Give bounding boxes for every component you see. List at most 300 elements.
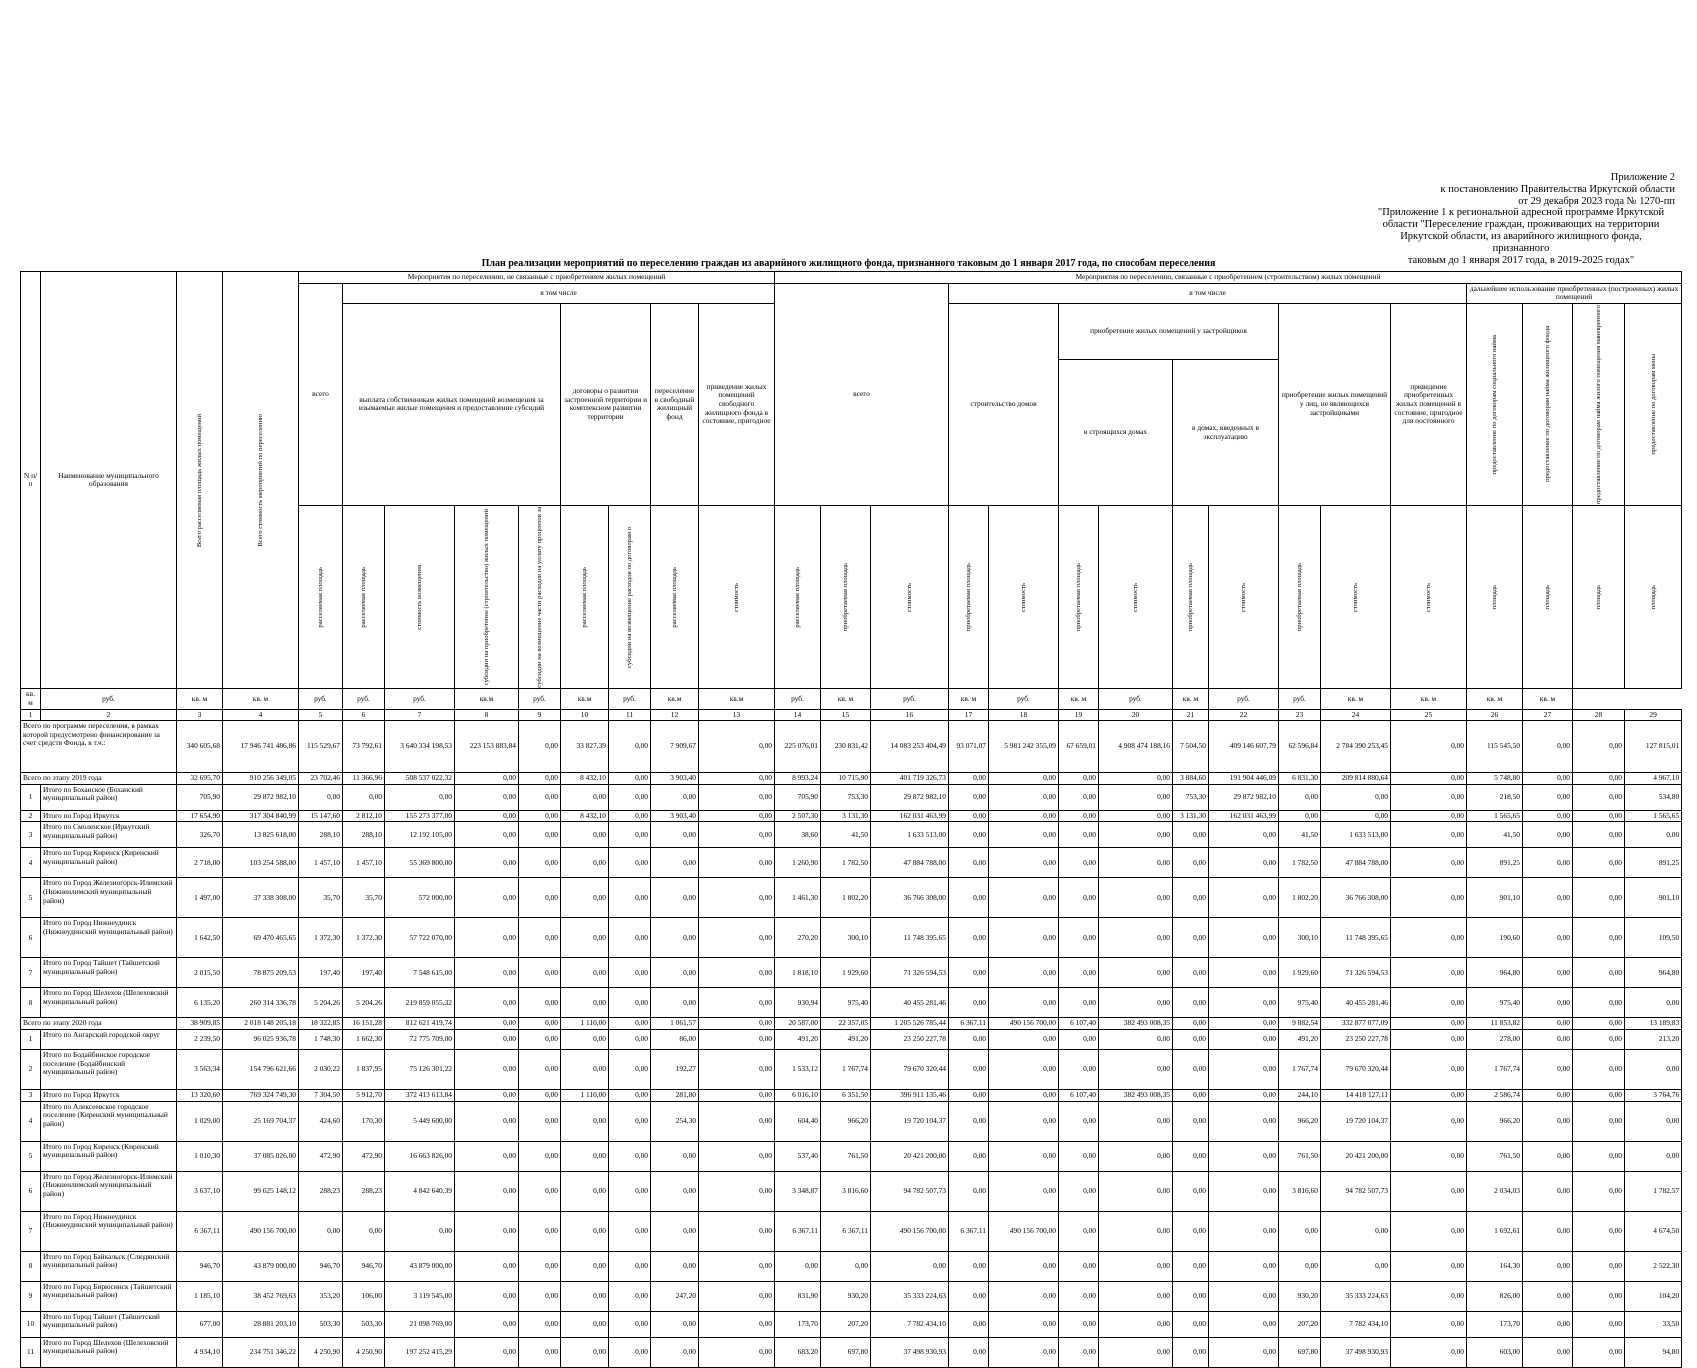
under-construction-header: в строящихся домах [1059,360,1173,505]
unit-cell: руб. [1279,689,1321,709]
subheader-label: стоимость [1132,582,1139,612]
value-cell: 946,70 [177,1251,223,1281]
value-cell: 19 720 104,37 [1321,1101,1391,1141]
value-cell: 1 110,00 [561,1090,609,1102]
table-row [21,848,1682,878]
value-cell: 0,00 [1099,1251,1173,1281]
value-cell: 1 497,00 [177,878,223,918]
group-acquisition-header: Мероприятия по переселению, связанные с приобретением (строительством) жилых помещений [775,272,1682,284]
value-cell: 0,00 [1523,721,1573,773]
unit-cell: кв. м [1391,689,1467,709]
vsego-acq-header: всего [775,283,949,505]
value-cell: 1 260,90 [775,848,821,878]
value-cell: 0,00 [609,918,651,958]
value-cell: 0,00 [1523,1090,1573,1102]
column-number: 21 [1173,709,1209,721]
value-cell: 75 126 301,22 [385,1050,455,1090]
value-cell: 0,00 [561,1101,609,1141]
unit-cell: кв. м [1321,689,1391,709]
value-cell: 0,00 [949,1141,989,1171]
value-cell: 11 748 395,65 [871,918,949,958]
value-cell: 490 156 700,00 [989,1018,1059,1030]
value-cell: 6 831,30 [1279,773,1321,785]
value-cell: 2 030,22 [299,1050,343,1090]
column-number: 7 [385,709,455,721]
row-number: 1 [21,784,41,810]
value-cell: 508 537 022,32 [385,773,455,785]
value-cell: 0,00 [455,1251,519,1281]
value-cell: 197,40 [299,958,343,988]
value-cell: 975,40 [1467,988,1523,1018]
value-cell: 103 254 588,00 [223,848,299,878]
row-name: Итого по Город Шелехов (Шелеховский муниципальный район) [41,988,177,1018]
row-name: Всего по этапу 2020 года [21,1018,177,1030]
value-cell: 0,00 [519,1211,561,1251]
row-name: Итого по Город Байкальск (Слюдянский муниципальный район) [41,1251,177,1281]
value-cell: 930,20 [821,1281,871,1311]
value-cell: 0,00 [1209,1337,1279,1367]
value-cell: 0,00 [519,1171,561,1211]
value-cell: 0,00 [949,810,989,822]
value-cell: 966,20 [1467,1101,1523,1141]
value-cell: 43 879 000,00 [385,1251,455,1281]
value-cell: 0,00 [1173,988,1209,1018]
value-cell: 109,50 [1625,918,1682,958]
subheader-c22 [1209,505,1279,689]
value-cell: 71 326 594,53 [871,958,949,988]
value-cell: 5 449 600,00 [385,1101,455,1141]
subheader-label: стоимость возмещения [416,564,423,630]
value-cell: 0,00 [609,773,651,785]
value-cell: 0,00 [651,1141,699,1171]
value-cell: 1 185,10 [177,1281,223,1311]
value-cell: 7 304,50 [299,1090,343,1102]
value-cell: 0,00 [989,848,1059,878]
resettle-free-header: переселение в свободный жилищный фонд [651,303,699,505]
row-number: 4 [21,848,41,878]
value-cell: 270,20 [775,918,821,958]
value-cell: 0,00 [699,1141,775,1171]
bring-acquired-header: приведение приобретенных жилых помещений в состояние, пригодное для постоянного [1391,303,1467,505]
value-cell: 0,00 [561,1337,609,1367]
value-cell: 213,20 [1625,1030,1682,1050]
unit-cell: кв.м [561,689,609,709]
value-cell: 537,40 [775,1141,821,1171]
value-cell: 106,00 [343,1281,385,1311]
value-cell: 572 000,00 [385,878,455,918]
value-cell: 0,00 [455,1101,519,1141]
value-cell: 603,00 [1467,1337,1523,1367]
value-cell: 57 722 070,00 [385,918,455,958]
value-cell: 0,00 [1523,918,1573,958]
value-cell: 38 452 769,63 [223,1281,299,1311]
subheader-label: расселяемая площадь [794,566,801,628]
value-cell: 23 250 227,78 [1321,1030,1391,1050]
row-number: 3 [21,822,41,848]
value-cell: 0,00 [949,1171,989,1211]
value-cell: 0,00 [455,1141,519,1171]
column-number: 26 [1467,709,1523,721]
value-cell: 234 751 346,22 [223,1337,299,1367]
column-number: 1 [21,709,41,721]
value-cell: 278,00 [1467,1030,1523,1050]
value-cell: 491,20 [775,1030,821,1050]
value-cell: 0,00 [455,848,519,878]
value-cell: 197,40 [343,958,385,988]
unit-cell: кв. м [1523,689,1573,709]
value-cell: 1 061,57 [651,1018,699,1030]
value-cell: 41,50 [1279,822,1321,848]
value-cell: 15 147,60 [299,810,343,822]
value-cell: 761,50 [1467,1141,1523,1171]
value-cell: 1 205 526 785,44 [871,1018,949,1030]
value-cell: 1 110,00 [561,1018,609,1030]
value-cell: 0,00 [1209,1311,1279,1337]
row-name: Итого по Город Нижнеудинск (Нижнеудинский муниципальный район) [41,1211,177,1251]
value-cell: 0,00 [989,773,1059,785]
value-cell: 3 640 334 198,53 [385,721,455,773]
value-cell: 3 816,60 [1279,1171,1321,1211]
value-cell: 0,00 [1573,1337,1625,1367]
value-cell: 0,00 [1099,773,1173,785]
column-number: 22 [1209,709,1279,721]
row-number: 6 [21,918,41,958]
value-cell: 29 872 982,10 [871,784,949,810]
value-cell: 0,00 [1321,1211,1391,1251]
column-number: 24 [1321,709,1391,721]
value-cell: 0,00 [1391,810,1467,822]
value-cell: 0,00 [455,773,519,785]
value-cell: 8 432,10 [561,810,609,822]
value-cell: 6 367,11 [821,1211,871,1251]
row-number: 2 [21,810,41,822]
row-name: Итого по Город Железногорск-Илимский (Нижнеилимский муниципальный район) [41,878,177,918]
value-cell: 0,00 [519,988,561,1018]
value-cell: 534,80 [1625,784,1682,810]
value-cell: 424,60 [299,1101,343,1141]
value-cell: 0,00 [385,784,455,810]
value-cell: 0,00 [989,1101,1059,1141]
value-cell: 32 695,70 [177,773,223,785]
subheader-label: приобретаемая площадь [965,562,972,632]
value-cell: 0,00 [699,810,775,822]
value-cell: 2 718,00 [177,848,223,878]
value-cell: 36 766 308,00 [871,878,949,918]
value-cell: 0,00 [1523,988,1573,1018]
value-cell: 0,00 [949,1090,989,1102]
table-row [21,958,1682,988]
value-cell: 891,25 [1467,848,1523,878]
value-cell: 6 351,50 [821,1090,871,1102]
value-cell: 3 884,60 [1173,773,1209,785]
value-cell: 705,90 [775,784,821,810]
value-cell: 409 146 607,79 [1209,721,1279,773]
value-cell: 218,50 [1467,784,1523,810]
value-cell: 207,20 [1279,1311,1321,1337]
value-cell: 396 911 135,46 [871,1090,949,1102]
value-cell: 0,00 [455,1171,519,1211]
value-cell: 0,00 [989,1251,1059,1281]
value-cell: 21 098 769,00 [385,1311,455,1337]
value-cell: 223 153 883,84 [455,721,519,773]
column-number: 17 [949,709,989,721]
value-cell: 0,00 [1099,810,1173,822]
value-cell: 1 802,20 [821,878,871,918]
value-cell: 0,00 [1523,822,1573,848]
value-cell: 13 320,60 [177,1090,223,1102]
subheader-label: субсидии на возмещение части расходов на уплату процентов за [536,506,543,688]
value-cell: 4 250,90 [343,1337,385,1367]
value-cell: 382 493 008,35 [1099,1090,1173,1102]
value-cell: 0,00 [519,1090,561,1102]
value-cell: 0,00 [609,1090,651,1102]
subheader-c15 [821,505,871,689]
group-nonacquisition-header: Мероприятия по переселению, не связанные с приобретением жилых помещений [299,272,775,284]
row-number: 5 [21,1141,41,1171]
column-number: 9 [519,709,561,721]
value-cell: 697,80 [1279,1337,1321,1367]
value-cell: 11 366,96 [343,773,385,785]
value-cell: 0,00 [1321,1251,1391,1281]
value-cell: 190,60 [1467,918,1523,958]
subheader-label: приобретаемая площадь [1187,562,1194,632]
further-use-header: дальнейшее использование приобретенных (построенных) жилых помещений [1467,283,1682,303]
value-cell: 0,00 [949,822,989,848]
value-cell: 0,00 [561,988,609,1018]
value-cell: 12 192 105,00 [385,822,455,848]
value-cell: 197 252 415,29 [385,1337,455,1367]
row-number: 2 [21,1050,41,1090]
subheader-label: стоимость [1352,582,1359,612]
value-cell: 0,00 [949,988,989,1018]
value-cell: 0,00 [651,822,699,848]
value-cell: 677,00 [177,1311,223,1337]
program-line: области "Переселение граждан, проживающих на территории [1382,219,1660,230]
value-cell: 0,00 [519,918,561,958]
value-cell: 0,00 [989,918,1059,958]
value-cell: 47 884 788,00 [871,848,949,878]
col-name-header: Наименование муниципального образования [41,272,177,689]
value-cell: 35,70 [343,878,385,918]
value-cell: 0,00 [1173,1090,1209,1102]
table-row [21,1030,1682,1050]
value-cell: 173,70 [775,1311,821,1337]
column-number: 14 [775,709,821,721]
value-cell: 0,00 [455,958,519,988]
value-cell: 0,00 [561,1281,609,1311]
subheader-label: субсидии на приобретение (строительство) жилых помещений [483,509,490,686]
payout-header: выплата собственникам жилых помещений возмещения за изымаемые жилые помещения и предоставление субсидий [343,303,561,505]
column-number: 27 [1523,709,1573,721]
value-cell: 0,00 [699,1337,775,1367]
value-cell: 0,00 [519,810,561,822]
value-cell: 0,00 [519,1141,561,1171]
value-cell: 3 119 545,00 [385,1281,455,1311]
value-cell: 0,00 [699,958,775,988]
value-cell: 33,50 [1625,1311,1682,1337]
subheader-label: стоимость [733,582,740,612]
value-cell: 0,00 [1573,822,1625,848]
value-cell: 503,30 [343,1311,385,1337]
value-cell: 0,00 [455,822,519,848]
row-name: Итого по Город Киренск (Киренский муниципальный район) [41,848,177,878]
row-number: 3 [21,1090,41,1102]
value-cell: 0,00 [609,1171,651,1211]
value-cell: 901,10 [1625,878,1682,918]
value-cell: 0,00 [949,958,989,988]
value-cell: 0,00 [989,784,1059,810]
value-cell: 0,00 [1573,784,1625,810]
value-cell: 5 748,80 [1467,773,1523,785]
value-cell: 0,00 [699,1030,775,1050]
value-cell: 0,00 [1059,1030,1099,1050]
unit-cell: кв. м [821,689,871,709]
value-cell: 1 818,10 [775,958,821,988]
column-number: 2 [41,709,177,721]
value-cell: 0,00 [1173,958,1209,988]
value-cell: 0,00 [1625,1101,1682,1141]
subheader-label: расселяемая площадь [317,566,324,628]
value-cell: 0,00 [1099,1211,1173,1251]
value-cell: 2 812,10 [343,810,385,822]
value-cell: 17 946 741 486,86 [223,721,299,773]
value-cell: 3 816,60 [821,1171,871,1211]
value-cell: 1 767,74 [1467,1050,1523,1090]
value-cell: 0,00 [1523,810,1573,822]
value-cell: 2 784 390 253,45 [1321,721,1391,773]
value-cell: 2 015,50 [177,958,223,988]
value-cell: 0,00 [949,784,989,810]
value-cell: 73 792,61 [343,721,385,773]
plan-table [20,271,1682,1368]
value-cell: 0,00 [1099,1337,1173,1367]
value-cell: 41,50 [821,822,871,848]
value-cell: 0,00 [1391,773,1467,785]
col-num-header: N п/п [21,272,41,689]
column-number: 20 [1099,709,1173,721]
value-cell: 0,00 [1099,958,1173,988]
subheader-c17 [949,505,989,689]
col-total-area-label: Всего расселяемая площадь жилых помещений [196,413,203,547]
value-cell: 4 967,10 [1625,773,1682,785]
value-cell: 0,00 [1391,1311,1467,1337]
value-cell: 0,00 [519,1251,561,1281]
column-number: 6 [343,709,385,721]
value-cell: 7 504,50 [1173,721,1209,773]
value-cell: 0,00 [1523,1018,1573,1030]
subheader-label: приобретаемая площадь [1075,562,1082,632]
value-cell: 20 421 200,00 [1321,1141,1391,1171]
value-cell: 0,00 [1209,988,1279,1018]
value-cell: 0,00 [609,1311,651,1337]
value-cell: 1 802,20 [1279,878,1321,918]
value-cell: 5 204,26 [299,988,343,1018]
appendix-line: Приложение 2 [1610,172,1675,183]
value-cell: 0,00 [699,918,775,958]
value-cell: 0,00 [699,878,775,918]
value-cell: 0,00 [455,1050,519,1090]
value-cell: 1 767,74 [1279,1050,1321,1090]
value-cell: 10 715,90 [821,773,871,785]
value-cell: 162 031 463,99 [1209,810,1279,822]
value-cell: 0,00 [1573,1141,1625,1171]
value-cell: 0,00 [1625,988,1682,1018]
value-cell: 260 314 336,78 [223,988,299,1018]
value-cell: 0,00 [1059,784,1099,810]
value-cell: 975,40 [821,988,871,1018]
value-cell: 55 369 800,00 [385,848,455,878]
value-cell: 0,00 [609,1018,651,1030]
value-cell: 0,00 [1573,988,1625,1018]
value-cell: 0,00 [699,848,775,878]
column-number-row [21,709,1682,721]
value-cell: 0,00 [561,1141,609,1171]
value-cell: 0,00 [1099,918,1173,958]
row-name: Итого по Город Железногорск-Илимский (Нижнеилимский муниципальный район) [41,1171,177,1211]
unit-cell: руб. [1099,689,1173,709]
value-cell: 0,00 [699,988,775,1018]
value-cell: 0,00 [1279,1251,1321,1281]
value-cell: 13 189,83 [1625,1018,1682,1030]
value-cell: 1 633 513,00 [1321,822,1391,848]
table-row [21,1171,1682,1211]
value-cell: 0,00 [1391,1090,1467,1102]
value-cell: 0,00 [989,1090,1059,1102]
value-cell: 317 304 840,99 [223,810,299,822]
value-cell: 0,00 [775,1251,821,1281]
value-cell: 0,00 [699,1251,775,1281]
subheader-c12 [651,505,699,689]
table-body [21,721,1682,1367]
value-cell: 37 498 930,93 [1321,1337,1391,1367]
value-cell: 0,00 [699,721,775,773]
value-cell: 0,00 [519,1281,561,1311]
value-cell: 6 367,11 [949,1018,989,1030]
value-cell: 7 909,67 [651,721,699,773]
value-cell: 162 031 463,99 [871,810,949,822]
value-cell: 1 029,00 [177,1101,223,1141]
value-cell: 0,00 [651,1211,699,1251]
value-cell: 0,00 [343,1211,385,1251]
value-cell: 300,10 [1279,918,1321,958]
subheader-label: приобретаемая площадь [842,562,849,632]
value-cell: 0,00 [989,1141,1059,1171]
row-name: Итого по Город Иркутск [41,1090,177,1102]
value-cell: 288,23 [343,1171,385,1211]
value-cell: 0,00 [519,1337,561,1367]
value-cell: 3 131,30 [1173,810,1209,822]
value-cell: 20 421 200,00 [871,1141,949,1171]
value-cell: 0,00 [561,848,609,878]
value-cell: 0,00 [1625,822,1682,848]
table-row [21,1101,1682,1141]
value-cell: 0,00 [609,810,651,822]
value-cell: 0,00 [1099,1101,1173,1141]
unit-cell: руб. [609,689,651,709]
value-cell: 0,00 [609,1281,651,1311]
value-cell: 0,00 [299,1211,343,1251]
value-cell: 0,00 [1059,822,1099,848]
construction-header: строительство домов [949,303,1059,505]
value-cell: 490 156 700,00 [223,1211,299,1251]
value-cell: 72 775 709,00 [385,1030,455,1050]
subheader-c5 [299,505,343,689]
value-cell: 0,00 [1391,1030,1467,1050]
appendix-line: от 29 декабря 2023 года № 1270-пп [1518,196,1675,207]
value-cell: 491,20 [821,1030,871,1050]
value-cell: 0,00 [1391,988,1467,1018]
column-number: 23 [1279,709,1321,721]
